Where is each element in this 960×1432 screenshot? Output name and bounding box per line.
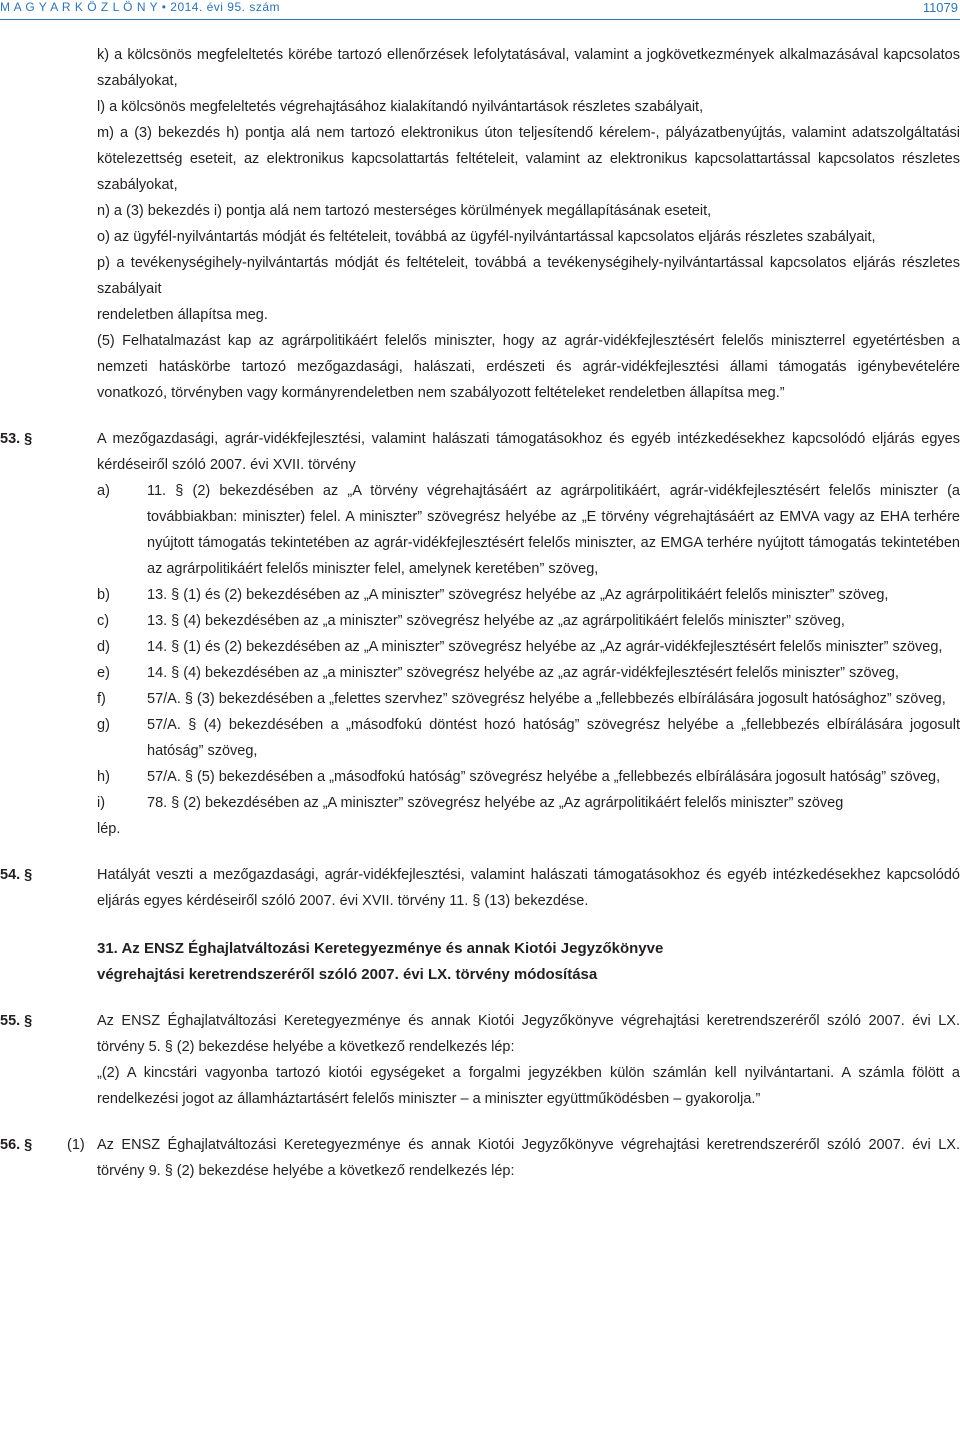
section-54 <box>0 862 960 914</box>
page-number: 11079 <box>922 0 958 15</box>
item-c-label: c) <box>97 613 110 629</box>
point-l: l) a kölcsönös megfeleltetés végrehajtásához kialakítandó nyilvántartások részletes szabályait, <box>97 99 704 115</box>
point-m: m) a (3) bekezdés h) pontja alá nem tartozó elektronikus úton teljesítendő kérelem-, pályázatbenyújtás, valamint adatszolgáltatási kötelezettség eseteit, az elektronikus kapcsolattartás feltételeit, valamint az elektronikus kapcsolattartással kapcsolatos részletes szabályokat, <box>97 125 960 193</box>
point-k: k) a kölcsönös megfeleltetés körébe tartozó ellenőrzések lefolytatásával, valamint a jogkövetkezmények alkalmazásával kapcsolatos szabályokat, <box>97 47 960 89</box>
item-i-label: i) <box>97 795 106 811</box>
section-55-number: 55. § <box>0 1013 33 1029</box>
item-g-text: 57/A. § (4) bekezdésében a „másodfokú döntést hozó hatóság” szövegrész helyébe a „fellebbezés elbírálására jogosult hatóság” szöveg, <box>147 717 960 759</box>
point-n: n) a (3) bekezdés i) pontja alá nem tartozó mesterséges körülmények megállapításának eseteit, <box>97 203 712 219</box>
heading-line-1: 31. Az ENSZ Éghajlatváltozási Keretegyezménye és annak Kiotói Jegyzőkönyve <box>97 940 664 957</box>
item-b <box>97 582 960 608</box>
item-h <box>97 764 960 790</box>
document-body <box>0 42 960 1184</box>
chapter-heading-31 <box>0 936 960 988</box>
item-b-label: b) <box>97 587 110 603</box>
section-56-subsection: (1) <box>67 1137 85 1153</box>
item-e-label: e) <box>97 665 110 681</box>
section-55-text: Az ENSZ Éghajlatváltozási Keretegyezménye és annak Kiotói Jegyzőkönyve végrehajtási keretrendszeréről szóló 2007. évi LX. törvény 5. § (2) bekezdése helyébe a következő rendelkezés lép: <box>97 1013 960 1055</box>
section-53-number: 53. § <box>0 431 33 447</box>
section-56-number: 56. § <box>0 1137 33 1153</box>
item-h-text: 57/A. § (5) bekezdésében a „másodfokú hatóság” szövegrész helyébe a „fellebbezés elbírálására jogosult hatóság” szöveg, <box>147 769 941 785</box>
point-o: o) az ügyfél-nyilvántartás módját és feltételeit, továbbá az ügyfél-nyilvántartással kapcsolatos eljárás részletes szabályait, <box>97 229 876 245</box>
item-f-text: 57/A. § (3) bekezdésében a „felettes szervhez” szövegrész helyébe a „fellebbezés elbírálására jogosult hatósághoz” szöveg, <box>147 691 946 707</box>
item-b-text: 13. § (1) és (2) bekezdésében az „A miniszter” szövegrész helyébe az „Az agrárpolitikáért felelős miniszter” szöveg, <box>147 587 889 603</box>
item-g <box>97 712 960 764</box>
item-c-text: 13. § (4) bekezdésében az „a miniszter” szövegrész helyébe az „az agrárpolitikáért felelős miniszter” szöveg, <box>147 613 845 629</box>
section-53 <box>0 426 960 478</box>
paragraph-5: (5) Felhatalmazást kap az agrárpolitikáért felelős miniszter, hogy az agrár-vidékfejlesztésért felelős miniszterrel egyetértésben a nemzeti hatáskörbe tartozó mezőgazdasági, halászati, erdészeti és agrár-vidékfejlesztési állami támogatás igénybevételére vonatkozó, törvényben vagy kormányrendeletben nem szabályozott feltételeket rendeletben állapítsa meg.” <box>97 333 960 401</box>
item-d <box>97 634 960 660</box>
section-54-number: 54. § <box>0 867 33 883</box>
item-h-label: h) <box>97 769 110 785</box>
section-53-text: A mezőgazdasági, agrár-vidékfejlesztési, valamint halászati támogatásokhoz és egyéb intézkedésekhez kapcsolódó eljárás egyes kérdéseiről szóló 2007. évi XVII. törvény <box>97 431 960 473</box>
journal-title: M A G Y A R K Ö Z L Ö N Y • 2014. évi 95. szám <box>0 0 280 14</box>
header-divider <box>0 19 960 20</box>
item-d-text: 14. § (1) és (2) bekezdésében az „A miniszter” szövegrész helyébe az „Az agrár-vidékfejlesztésért felelős miniszter” szöveg, <box>147 639 943 655</box>
item-a <box>97 478 960 582</box>
heading-line-2: végrehajtási keretrendszeréről szóló 2007. évi LX. törvény módosítása <box>97 966 598 983</box>
intro-block <box>97 42 960 406</box>
section-55-quote: „(2) A kincstári vagyonba tartozó kiotói egységeket a forgalmi jegyzékben külön számlán kell nyilvántartani. A számla fölött a rendelkezési jogot az államháztartásért felelős miniszter – a miniszter együttműködésben – gyakorolja.” <box>97 1065 960 1107</box>
item-a-label: a) <box>97 483 110 499</box>
item-f <box>97 686 960 712</box>
closing-line: rendeletben állapítsa meg. <box>97 307 268 323</box>
section-56-text: Az ENSZ Éghajlatváltozási Keretegyezménye és annak Kiotói Jegyzőkönyve végrehajtási keretrendszeréről szóló 2007. évi LX. törvény 9. § (2) bekezdése helyébe a következő rendelkezés lép: <box>97 1137 960 1179</box>
item-f-label: f) <box>97 691 106 707</box>
item-e <box>97 660 960 686</box>
section-54-text: Hatályát veszti a mezőgazdasági, agrár-vidékfejlesztési, valamint halászati támogatásokhoz és egyéb intézkedésekhez kapcsolódó eljárás egyes kérdéseiről szóló 2007. évi XVII. törvény 11. § (13) bekezdése. <box>97 867 960 909</box>
point-p: p) a tevékenységihely-nyilvántartás módját és feltételeit, továbbá a tevékenységihely-nyilvántartással kapcsolatos eljárás részletes szabályait <box>97 255 960 297</box>
item-a-text: 11. § (2) bekezdésében az „A törvény végrehajtásáért az agrárpolitikáért, agrár-vidékfejlesztésért felelős miniszter (a továbbiakban: miniszter) felel. A miniszter” szövegrész helyébe az „E törvény végrehajtásáért az EMVA vagy az EHA terhére nyújtott támogatás tekintetében az agrár-vidékfejlesztésért felelős miniszter, az EMGA terhére nyújtott támogatás tekintetében az agrárpolitikáért felelős miniszter felel, amelynek keretében” szöveg, <box>147 483 960 577</box>
item-i <box>97 790 960 816</box>
section-56 <box>0 1132 960 1184</box>
item-e-text: 14. § (4) bekezdésében az „a miniszter” szövegrész helyébe az „az agrár-vidékfejlesztésért felelős miniszter” szöveg, <box>147 665 899 681</box>
section-55 <box>0 1008 960 1112</box>
item-i-text: 78. § (2) bekezdésében az „A miniszter” szövegrész helyébe az „Az agrárpolitikáért felelős miniszter” szöveg <box>147 795 844 811</box>
item-c <box>97 608 960 634</box>
section-53-closing: lép. <box>97 821 121 837</box>
item-d-label: d) <box>97 639 110 655</box>
item-g-label: g) <box>97 717 110 733</box>
